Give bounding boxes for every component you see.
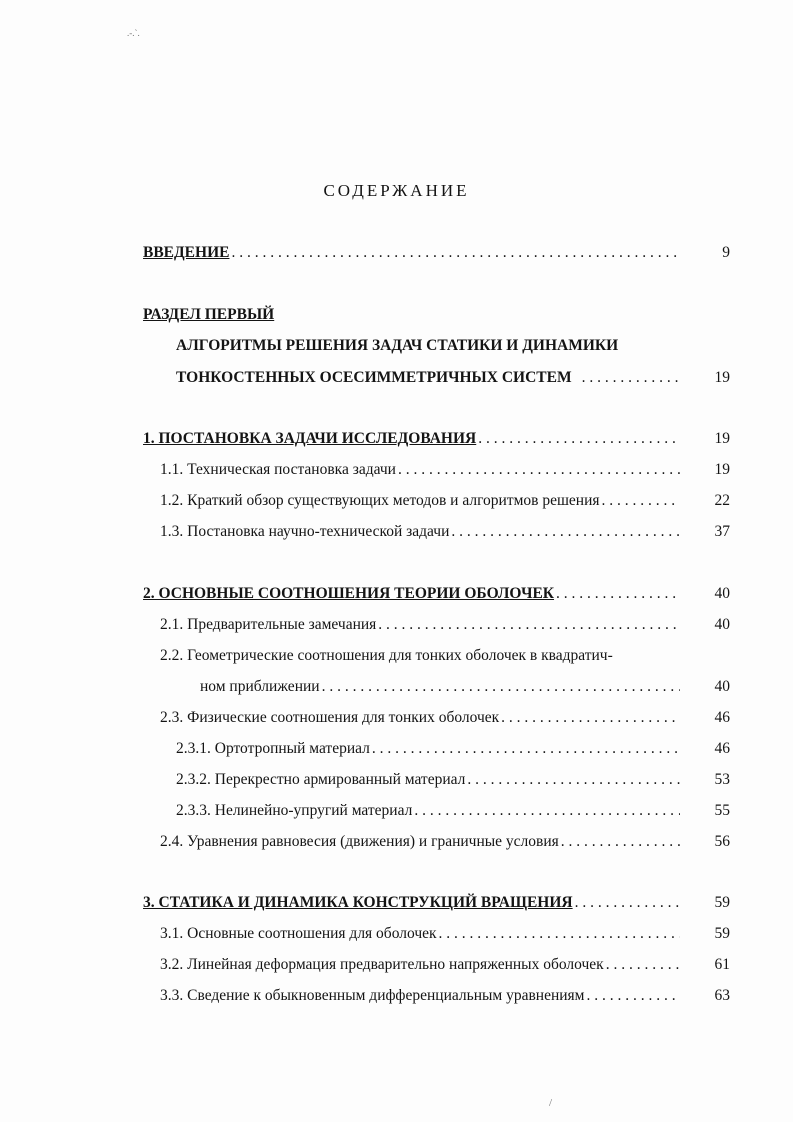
leader-dots	[412, 800, 680, 822]
toc-page-number: 46	[714, 709, 730, 726]
toc-entry-label: 2.3.3. Нелинейно-упругий материал	[176, 802, 413, 819]
toc-entry-label: 1.3. Постановка научно-технической задачи	[160, 523, 450, 540]
toc-page-number: 19	[714, 430, 730, 447]
toc-entry-label: 1. ПОСТАНОВКА ЗАДАЧИ ИССЛЕДОВАНИЯ	[143, 430, 477, 447]
toc-entry-label: 2.3.2. Перекрестно армированный материал	[176, 771, 466, 788]
toc-page-number: 9	[722, 244, 730, 261]
toc-entry-2-3-2[interactable]	[0, 769, 793, 791]
leader-dots	[437, 923, 680, 945]
toc-entry-2-3-1[interactable]	[0, 738, 793, 760]
toc-entry-ch3[interactable]	[0, 892, 793, 914]
toc-page-number: 40	[714, 678, 730, 695]
toc-entry-3-1[interactable]	[0, 923, 793, 945]
toc-page-number: 55	[714, 802, 730, 819]
toc-entry-label: 2.2. Геометрические соотношения для тонких оболочек в квадратич-	[160, 647, 613, 664]
toc-entry-ch2[interactable]	[0, 583, 793, 605]
toc-page-number: 40	[714, 585, 730, 602]
toc-page-number: 19	[714, 461, 730, 478]
toc-entry-label: ТОНКОСТЕННЫХ ОСЕСИММЕТРИЧНЫХ СИСТЕМ	[176, 369, 572, 386]
leader-dots	[499, 707, 680, 729]
toc-entry-label: 3. СТАТИКА И ДИНАМИКА КОНСТРУКЦИЙ ВРАЩЕНИЯ	[143, 894, 573, 911]
toc-part-label	[0, 304, 793, 326]
toc-entry-label: 2.1. Предварительные замечания	[160, 616, 377, 633]
toc-entry-intro[interactable]	[0, 242, 793, 264]
toc-entry-1-1[interactable]	[0, 459, 793, 481]
part-title-line1: АЛГОРИТМЫ РЕШЕНИЯ ЗАДАЧ СТАТИКИ И ДИНАМИКИ	[176, 337, 619, 354]
toc-page-number: 22	[714, 492, 730, 509]
toc-page-number: 46	[714, 740, 730, 757]
toc-entry-2-3[interactable]	[0, 707, 793, 729]
toc-entry-2-4[interactable]	[0, 831, 793, 853]
leader-dots	[600, 490, 680, 512]
leader-dots	[376, 614, 680, 636]
toc-page-number: 56	[714, 833, 730, 850]
toc-page-number: 53	[714, 771, 730, 788]
toc-entry-2-2-line2[interactable]	[0, 676, 793, 698]
toc-entry-1-2[interactable]	[0, 490, 793, 512]
leader-dots	[449, 521, 680, 543]
leader-dots	[573, 892, 680, 914]
toc-entry-label: 3.3. Сведение к обыкновенным дифференциальным уравнениям	[160, 987, 585, 1004]
page-title: СОДЕРЖАНИЕ	[323, 181, 470, 200]
leader-dots	[229, 242, 680, 264]
toc-part-title-line1	[0, 335, 793, 357]
toc-entry-2-2-line1[interactable]	[0, 645, 793, 667]
leader-dots	[396, 459, 680, 481]
toc-entry-label: 2.4. Уравнения равновесия (движения) и граничные условия	[160, 833, 559, 850]
leader-dots	[476, 428, 680, 450]
toc-page-number: 19	[714, 369, 730, 386]
toc-entry-3-2[interactable]	[0, 954, 793, 976]
toc-entry-label: ном приближении	[200, 678, 320, 695]
toc-entry-3-3[interactable]	[0, 985, 793, 1007]
toc-entry-2-1[interactable]	[0, 614, 793, 636]
toc-entry-1-3[interactable]	[0, 521, 793, 543]
toc-entry-label: 1.1. Техническая постановка задачи	[160, 461, 396, 478]
toc-entry-ch1[interactable]	[0, 428, 793, 450]
toc-page-number: 63	[714, 987, 730, 1004]
leader-dots	[559, 831, 680, 853]
toc-page-number: 59	[714, 925, 730, 942]
toc-entry-label: 1.2. Краткий обзор существующих методов и алгоритмов решения	[160, 492, 600, 509]
leader-dots	[572, 367, 680, 389]
leader-dots	[370, 738, 680, 760]
toc-page-number: 40	[714, 616, 730, 633]
leader-dots	[320, 676, 680, 698]
toc-page-number: 61	[714, 956, 730, 973]
toc-page-number: 37	[714, 523, 730, 540]
part-label: РАЗДЕЛ ПЕРВЫЙ	[143, 306, 275, 323]
toc-entry-label: 2.3.1. Ортотропный материал	[176, 740, 370, 757]
leader-dots	[465, 769, 680, 791]
toc-entry-label: 3.2. Линейная деформация предварительно напряженных оболочек	[160, 956, 604, 973]
toc-entry-label: 2. ОСНОВНЫЕ СООТНОШЕНИЯ ТЕОРИИ ОБОЛОЧЕК	[143, 585, 555, 602]
toc-page-number: 59	[714, 894, 730, 911]
toc-entry-label: 2.3. Физические соотношения для тонких оболочек	[160, 709, 500, 726]
scan-speck: .-.`.	[127, 28, 140, 38]
scan-speck: /	[549, 1097, 553, 1109]
leader-dots	[604, 954, 680, 976]
leader-dots	[554, 583, 680, 605]
toc-entry-2-3-3[interactable]	[0, 800, 793, 822]
leader-dots	[585, 985, 681, 1007]
toc-part-title-line2[interactable]	[0, 367, 793, 389]
toc-entry-label: 3.1. Основные соотношения для оболочек	[160, 925, 437, 942]
toc-entry-label: ВВЕДЕНИЕ	[143, 244, 230, 261]
